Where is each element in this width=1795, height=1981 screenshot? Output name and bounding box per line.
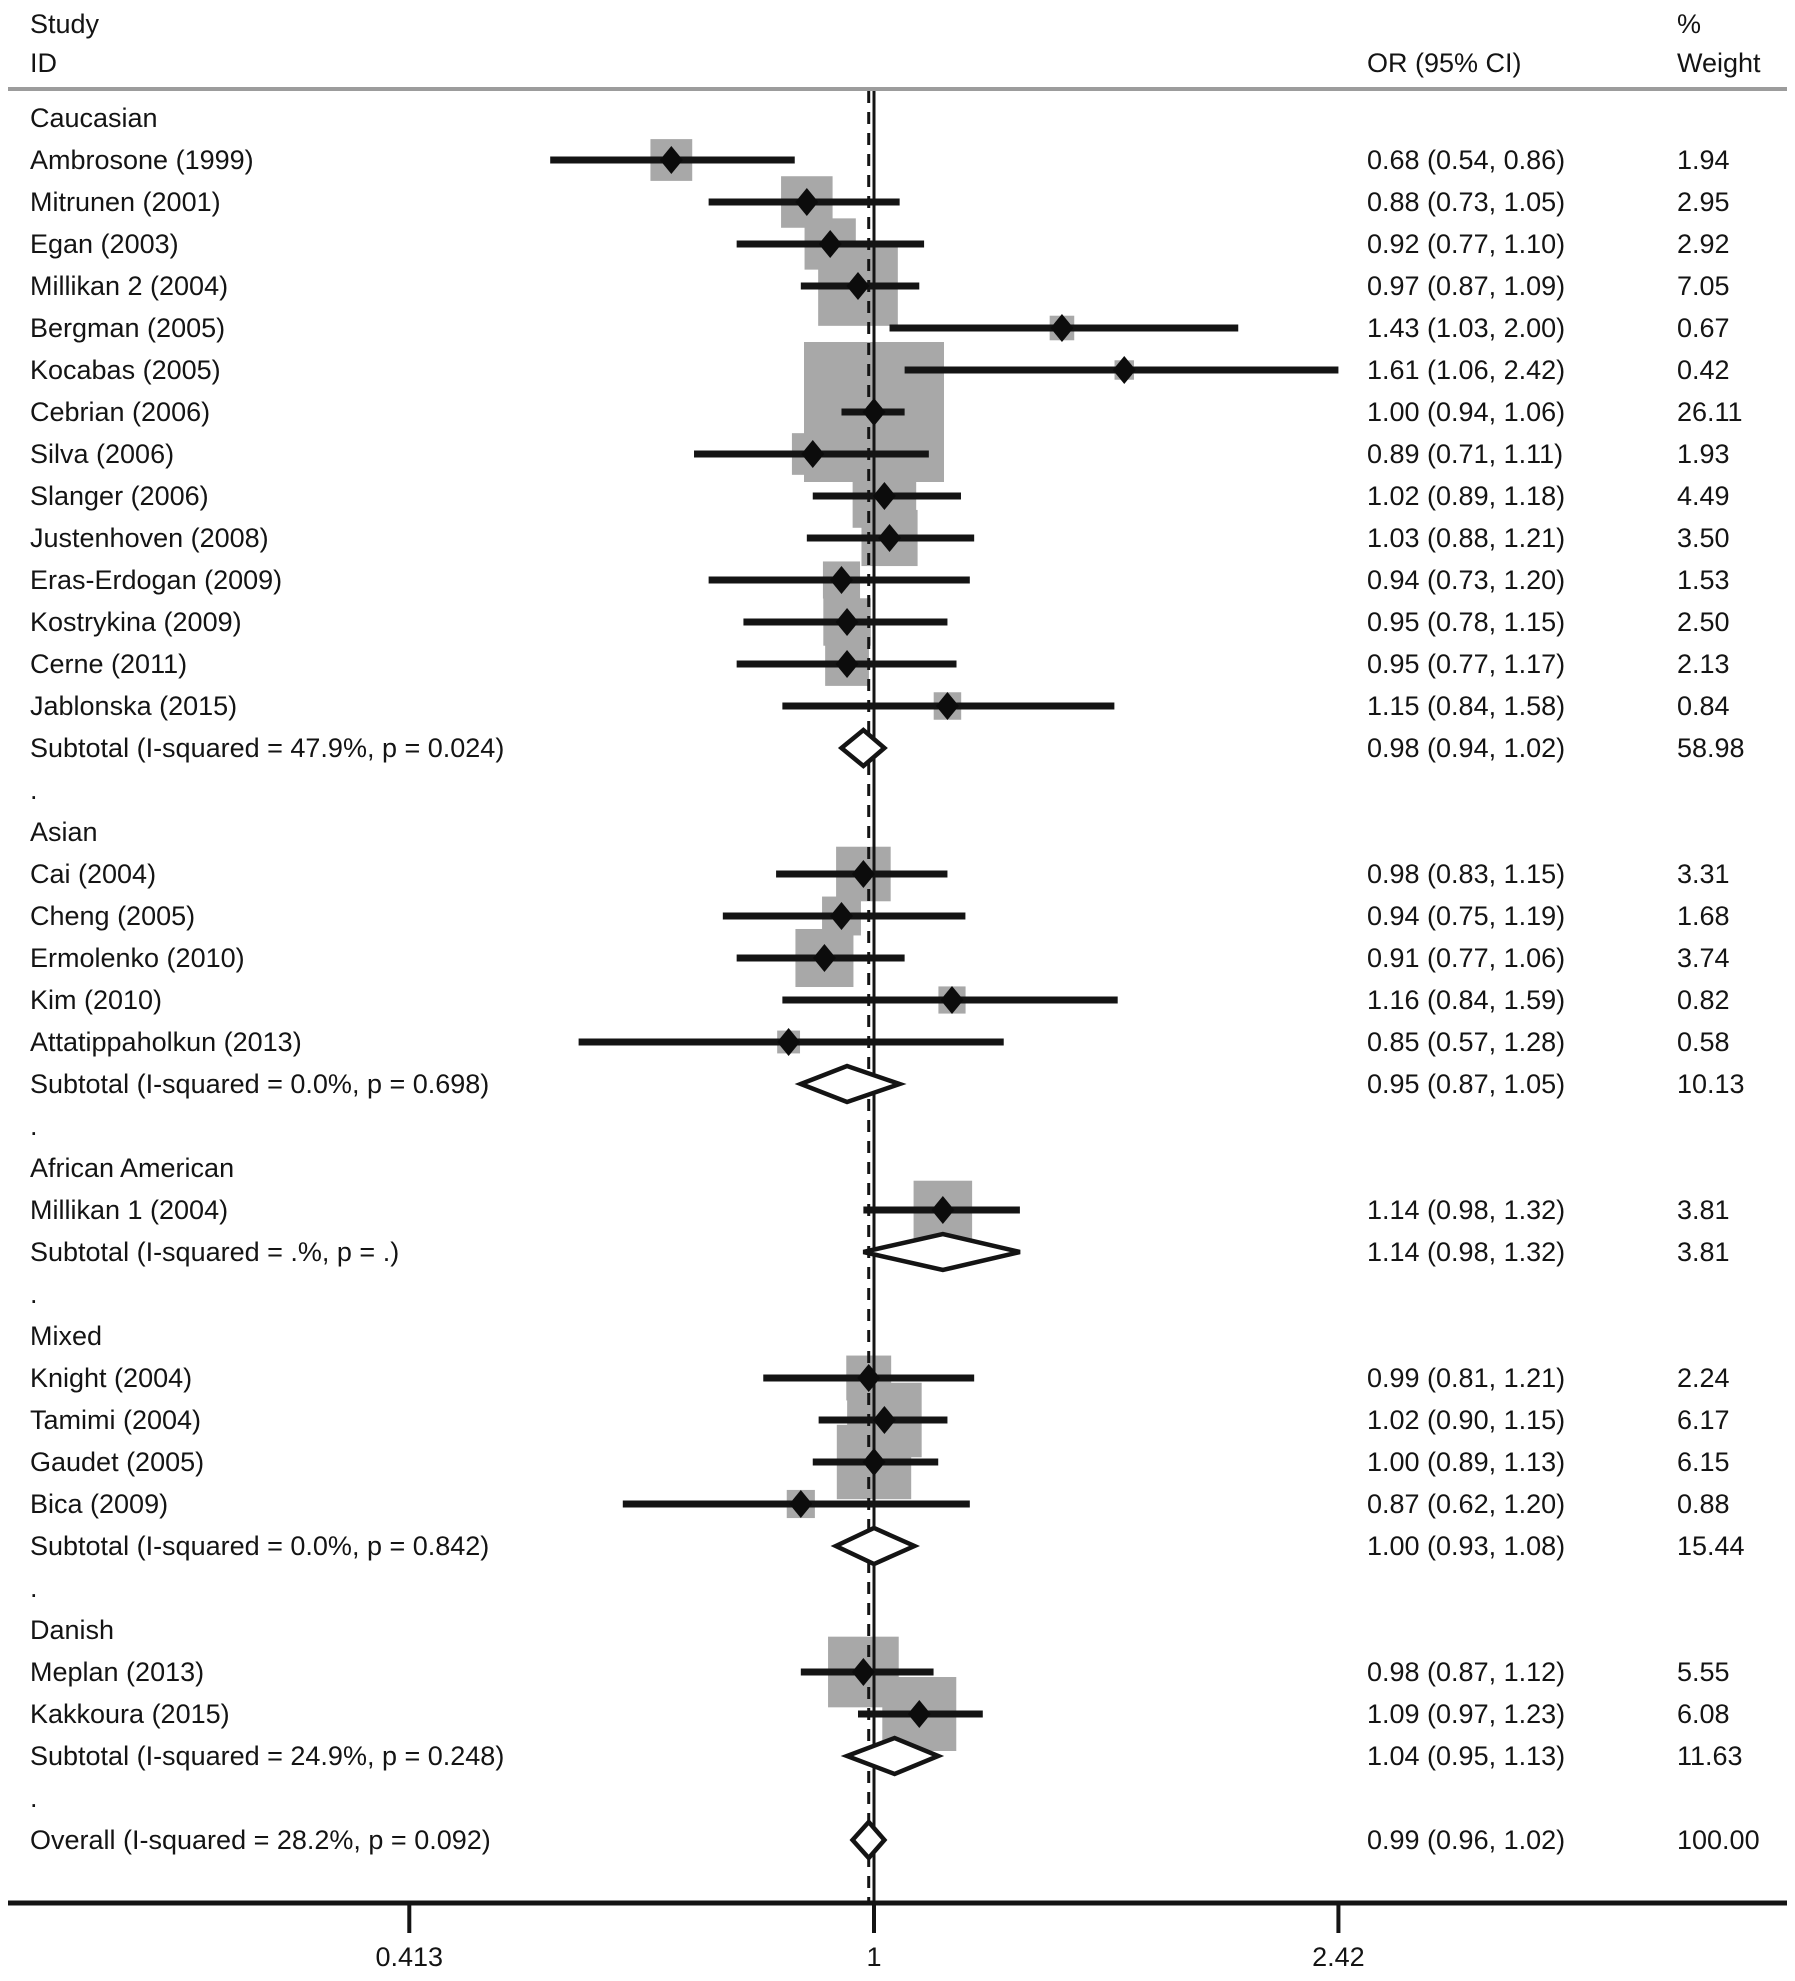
or-ci-value: 0.98 (0.87, 1.12) [1367, 1657, 1566, 1687]
or-ci-value: 0.97 (0.87, 1.09) [1367, 271, 1566, 301]
weight-value: 0.88 [1677, 1489, 1730, 1519]
group-label: African American [30, 1153, 235, 1183]
or-ci-value: 0.95 (0.77, 1.17) [1367, 649, 1566, 679]
weight-value: 100.00 [1677, 1825, 1760, 1855]
study-label: Kakkoura (2015) [30, 1699, 230, 1729]
weight-value: 2.24 [1677, 1363, 1730, 1393]
or-ci-value: 1.00 (0.93, 1.08) [1367, 1531, 1566, 1561]
study-label: Kim (2010) [30, 985, 163, 1015]
pooled-estimate-diamond [853, 1822, 885, 1858]
group-spacer-dot: . [30, 1111, 38, 1141]
or-ci-value: 0.88 (0.73, 1.05) [1367, 187, 1566, 217]
or-ci-value: 1.16 (0.84, 1.59) [1367, 985, 1566, 1015]
study-label: Ambrosone (1999) [30, 145, 254, 175]
pooled-estimate-diamond [836, 1528, 915, 1564]
weight-value: 4.49 [1677, 481, 1730, 511]
or-ci-value: 1.00 (0.89, 1.13) [1367, 1447, 1566, 1477]
or-ci-value: 1.09 (0.97, 1.23) [1367, 1699, 1566, 1729]
or-ci-value: 0.98 (0.83, 1.15) [1367, 859, 1566, 889]
weight-value: 2.50 [1677, 607, 1730, 637]
group-spacer-dot: . [30, 1573, 38, 1603]
or-ci-value: 0.94 (0.73, 1.20) [1367, 565, 1566, 595]
x-axis-line [8, 1901, 1787, 1906]
weight-value: 0.82 [1677, 985, 1730, 1015]
weight-value: 2.95 [1677, 187, 1730, 217]
weight-value: 3.81 [1677, 1195, 1730, 1225]
group-label: Mixed [30, 1321, 103, 1351]
weight-value: 6.08 [1677, 1699, 1730, 1729]
column-header-or-ci: OR (95% CI) [1367, 48, 1522, 78]
study-label: Cheng (2005) [30, 901, 196, 931]
study-label: Meplan (2013) [30, 1657, 205, 1687]
or-ci-value: 1.14 (0.98, 1.32) [1367, 1237, 1566, 1267]
or-ci-value: 0.98 (0.94, 1.02) [1367, 733, 1566, 763]
weight-value: 1.53 [1677, 565, 1730, 595]
or-ci-value: 1.15 (0.84, 1.58) [1367, 691, 1566, 721]
weight-value: 1.93 [1677, 439, 1730, 469]
or-ci-value: 0.99 (0.81, 1.21) [1367, 1363, 1566, 1393]
or-ci-value: 1.04 (0.95, 1.13) [1367, 1741, 1566, 1771]
pooled-label: Subtotal (I-squared = 0.0%, p = 0.842) [30, 1531, 490, 1561]
x-axis-tick [872, 1905, 876, 1933]
x-axis-tick [407, 1905, 411, 1933]
group-spacer-dot: . [30, 1279, 38, 1309]
weight-value: 58.98 [1677, 733, 1745, 763]
study-label: Attatippaholkun (2013) [30, 1027, 302, 1057]
or-ci-value: 0.85 (0.57, 1.28) [1367, 1027, 1566, 1057]
or-ci-value: 0.99 (0.96, 1.02) [1367, 1825, 1566, 1855]
weight-value: 3.81 [1677, 1237, 1730, 1267]
group-label: Caucasian [30, 103, 158, 133]
pooled-label: Subtotal (I-squared = 24.9%, p = 0.248) [30, 1741, 505, 1771]
study-label: Millikan 2 (2004) [30, 271, 229, 301]
weight-value: 15.44 [1677, 1531, 1745, 1561]
pooled-label: Subtotal (I-squared = .%, p = .) [30, 1237, 400, 1267]
group-spacer-dot: . [30, 775, 38, 805]
or-ci-value: 0.95 (0.87, 1.05) [1367, 1069, 1566, 1099]
weight-value: 2.13 [1677, 649, 1730, 679]
or-ci-value: 0.95 (0.78, 1.15) [1367, 607, 1566, 637]
or-ci-value: 1.43 (1.03, 2.00) [1367, 313, 1566, 343]
weight-value: 1.94 [1677, 145, 1730, 175]
study-label: Gaudet (2005) [30, 1447, 205, 1477]
or-ci-value: 0.91 (0.77, 1.06) [1367, 943, 1566, 973]
or-ci-value: 0.92 (0.77, 1.10) [1367, 229, 1566, 259]
or-ci-value: 0.89 (0.71, 1.11) [1367, 439, 1564, 469]
study-label: Tamimi (2004) [30, 1405, 202, 1435]
study-label: Ermolenko (2010) [30, 943, 245, 973]
pooled-estimate-diamond [863, 1234, 1020, 1270]
study-label: Kocabas (2005) [30, 355, 221, 385]
pooled-label: Subtotal (I-squared = 0.0%, p = 0.698) [30, 1069, 490, 1099]
weight-value: 7.05 [1677, 271, 1730, 301]
or-ci-value: 1.61 (1.06, 2.42) [1367, 355, 1566, 385]
study-label: Cai (2004) [30, 859, 157, 889]
group-label: Asian [30, 817, 98, 847]
or-ci-value: 0.68 (0.54, 0.86) [1367, 145, 1566, 175]
pooled-estimate-diamond [841, 730, 884, 766]
or-ci-value: 1.14 (0.98, 1.32) [1367, 1195, 1566, 1225]
weight-value: 3.50 [1677, 523, 1730, 553]
x-axis-tick-label: 0.413 [375, 1942, 444, 1972]
column-header-percent: % [1677, 9, 1702, 39]
group-spacer-dot: . [30, 1783, 38, 1813]
study-label: Silva (2006) [30, 439, 175, 469]
x-axis-tick [1336, 1905, 1340, 1933]
weight-value: 26.11 [1677, 397, 1743, 427]
weight-value: 10.13 [1677, 1069, 1745, 1099]
header-separator-rule [8, 87, 1787, 91]
weight-value: 5.55 [1677, 1657, 1730, 1687]
study-label: Jablonska (2015) [30, 691, 238, 721]
weight-value: 6.17 [1677, 1405, 1730, 1435]
weight-value: 0.84 [1677, 691, 1730, 721]
weight-value: 11.63 [1677, 1741, 1743, 1771]
study-label: Eras-Erdogan (2009) [30, 565, 283, 595]
weight-value: 3.74 [1677, 943, 1730, 973]
or-ci-value: 0.94 (0.75, 1.19) [1367, 901, 1566, 931]
study-label: Bica (2009) [30, 1489, 169, 1519]
weight-value: 3.31 [1677, 859, 1730, 889]
study-label: Cebrian (2006) [30, 397, 211, 427]
weight-value: 0.67 [1677, 313, 1730, 343]
point-estimate-diamond [1113, 356, 1136, 384]
study-label: Cerne (2011) [30, 649, 188, 679]
column-header-study: Study [30, 9, 100, 39]
column-header-weight: Weight [1677, 48, 1761, 78]
pooled-estimate-diamond [801, 1066, 900, 1102]
column-header-id: ID [30, 48, 57, 78]
or-ci-value: 1.00 (0.94, 1.06) [1367, 397, 1566, 427]
study-label: Millikan 1 (2004) [30, 1195, 229, 1225]
x-axis-tick-label: 2.42 [1312, 1942, 1365, 1972]
study-label: Slanger (2006) [30, 481, 209, 511]
group-label: Danish [30, 1615, 115, 1645]
study-label: Justenhoven (2008) [30, 523, 269, 553]
study-label: Egan (2003) [30, 229, 179, 259]
study-label: Kostrykina (2009) [30, 607, 242, 637]
or-ci-value: 1.02 (0.90, 1.15) [1367, 1405, 1566, 1435]
pooled-label: Subtotal (I-squared = 47.9%, p = 0.024) [30, 733, 505, 763]
weight-value: 1.68 [1677, 901, 1730, 931]
study-label: Knight (2004) [30, 1363, 193, 1393]
weight-value: 0.58 [1677, 1027, 1730, 1057]
weight-value: 2.92 [1677, 229, 1730, 259]
or-ci-value: 1.02 (0.89, 1.18) [1367, 481, 1566, 511]
or-ci-value: 0.87 (0.62, 1.20) [1367, 1489, 1566, 1519]
pooled-label: Overall (I-squared = 28.2%, p = 0.092) [30, 1825, 491, 1855]
study-label: Bergman (2005) [30, 313, 226, 343]
weight-value: 6.15 [1677, 1447, 1730, 1477]
study-label: Mitrunen (2001) [30, 187, 221, 217]
weight-value: 0.42 [1677, 355, 1730, 385]
or-ci-value: 1.03 (0.88, 1.21) [1367, 523, 1566, 553]
x-axis-tick-label: 1 [866, 1942, 882, 1972]
